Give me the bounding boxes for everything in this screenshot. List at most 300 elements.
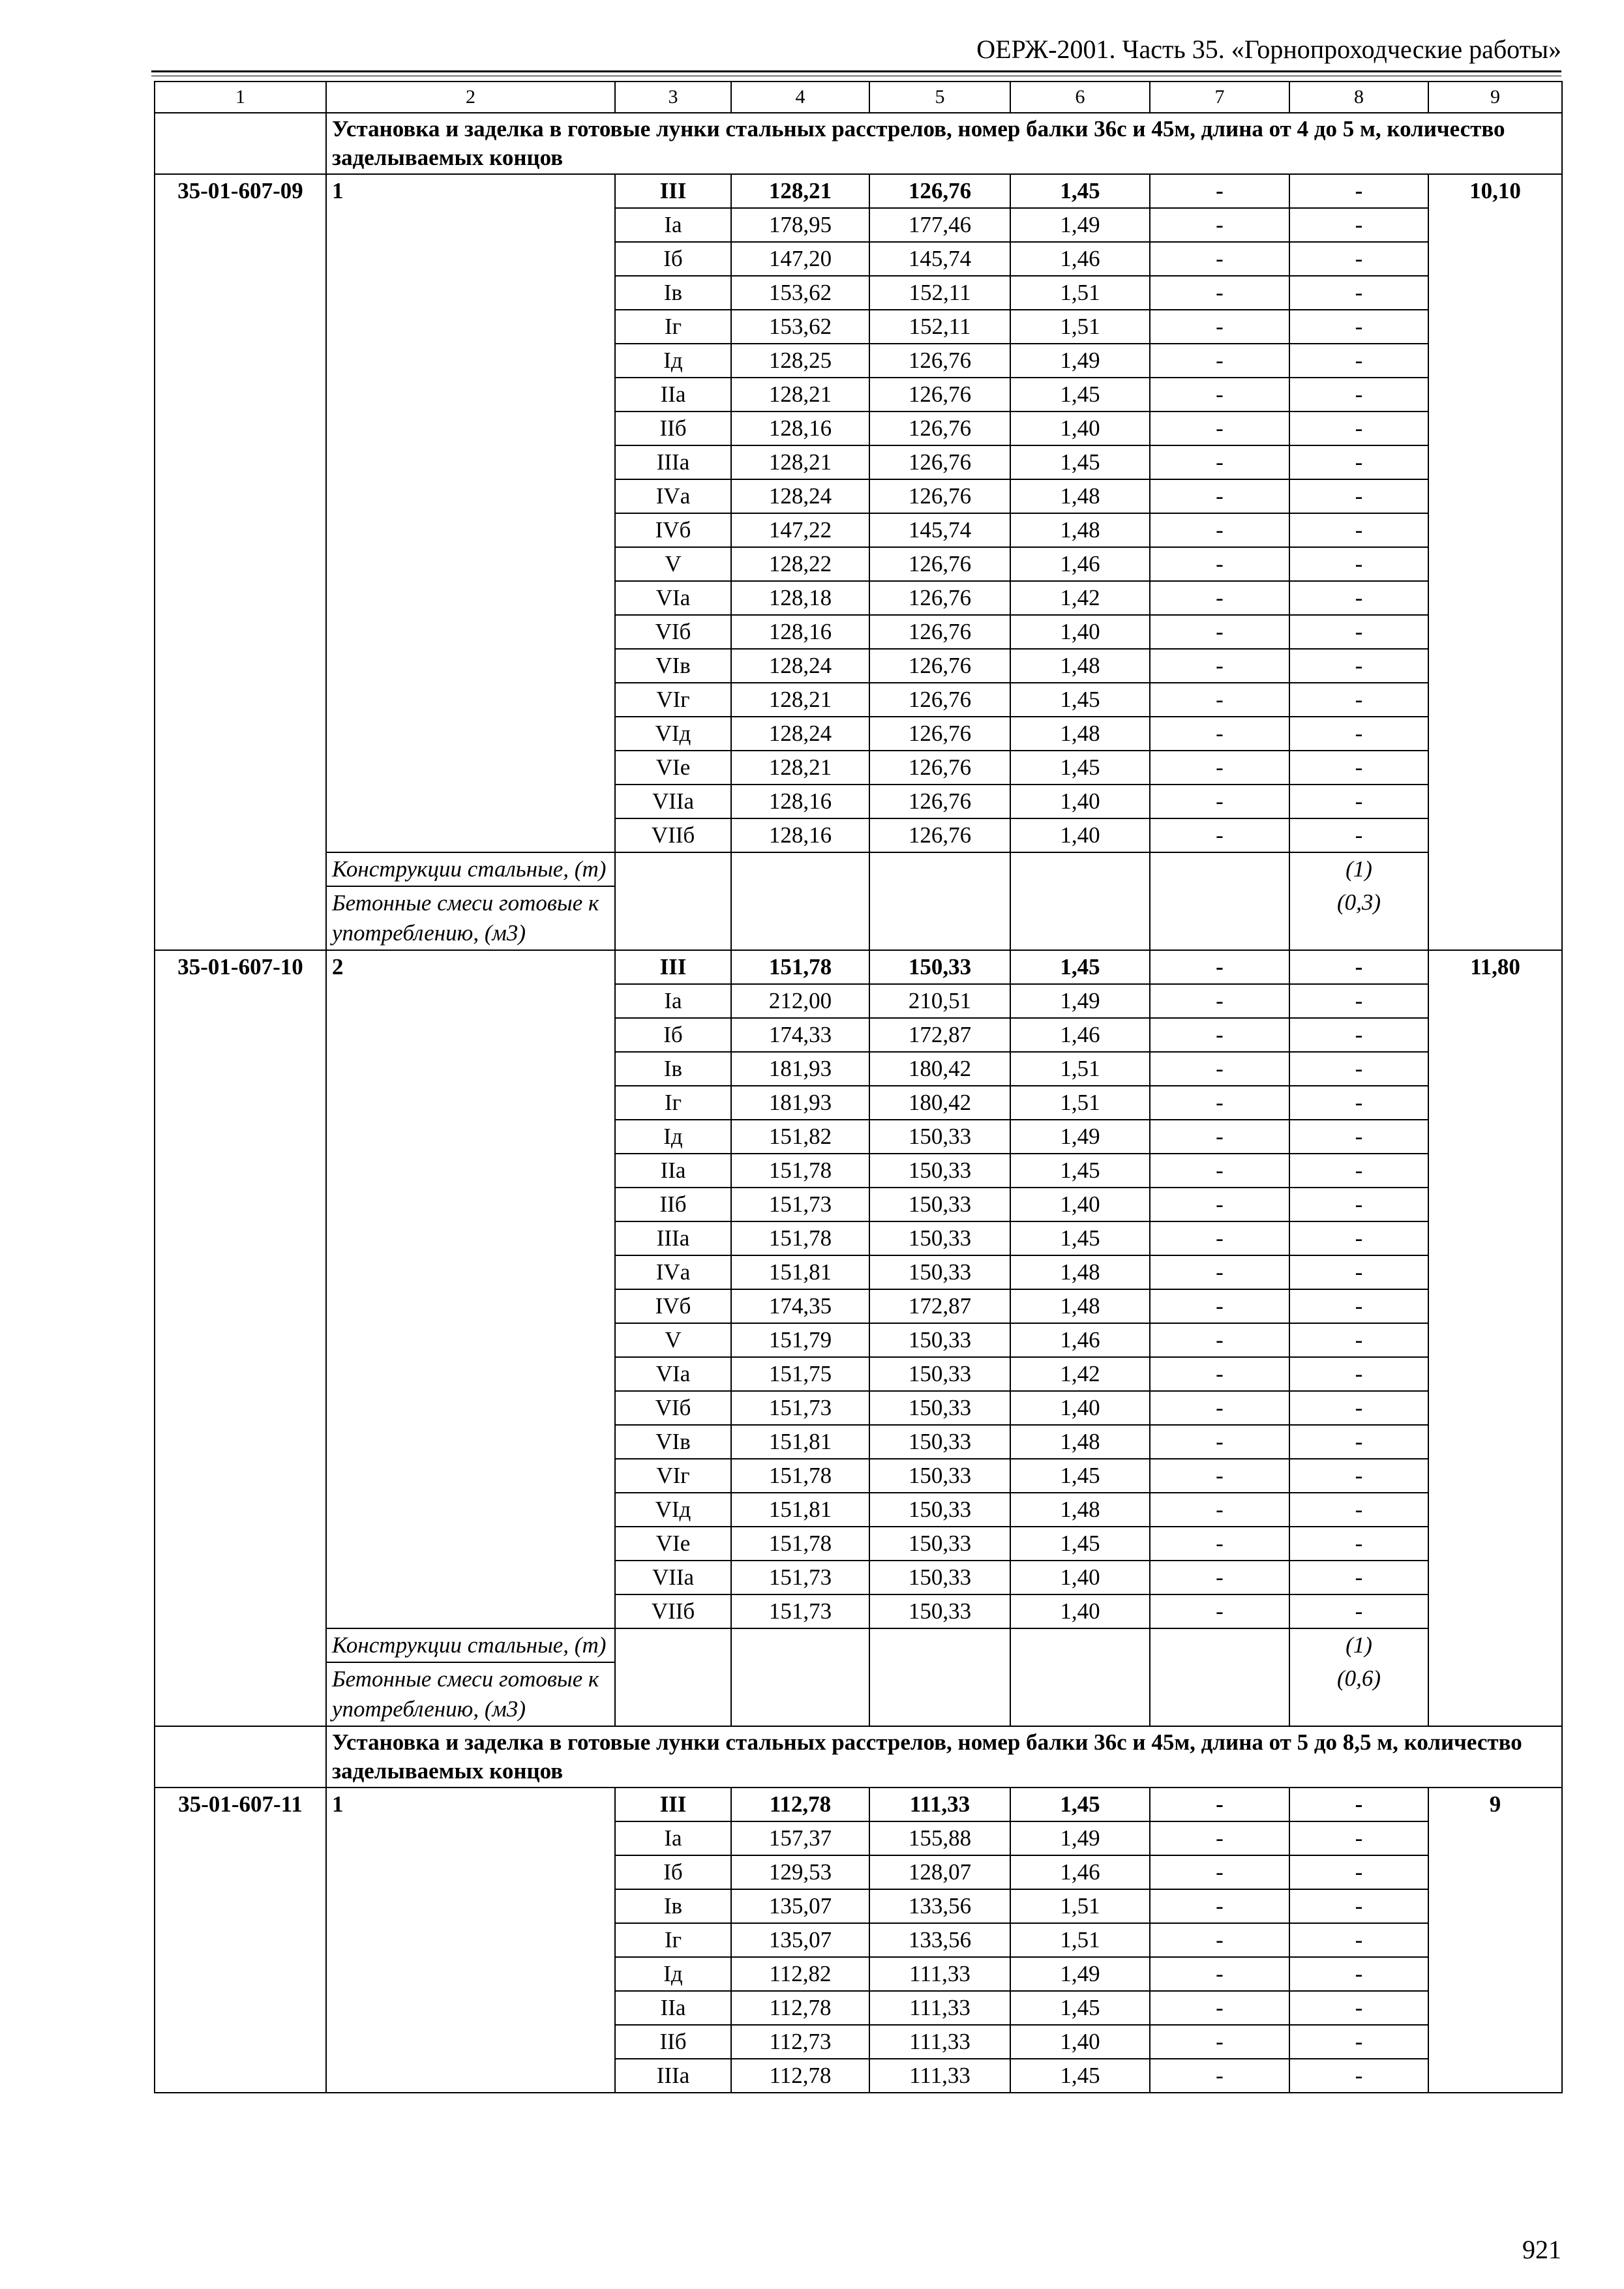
col7-value: - [1150, 683, 1289, 717]
col4-value: 151,78 [731, 1154, 869, 1188]
col6-value: 1,45 [1010, 1527, 1150, 1561]
col5-value: 150,33 [869, 1391, 1010, 1425]
col7-value: - [1150, 1120, 1289, 1154]
col8-value: - [1289, 818, 1428, 852]
col8-value: - [1289, 1120, 1428, 1154]
col4-value: 135,07 [731, 1889, 869, 1923]
col8-value: - [1289, 208, 1428, 242]
col6-value: 1,48 [1010, 1289, 1150, 1323]
material-name: Конструкции стальные, (т) [326, 852, 615, 886]
col8-value: - [1289, 1255, 1428, 1289]
col4-value: 129,53 [731, 1855, 869, 1889]
col7-value: - [1150, 1991, 1289, 2025]
col5-value: 150,33 [869, 1459, 1010, 1493]
col7-value: - [1150, 615, 1289, 649]
column-number: 3 [615, 82, 731, 113]
category: V [615, 1323, 731, 1357]
material-row [155, 886, 1562, 950]
category: Iб [615, 1855, 731, 1889]
col7-value: - [1150, 1052, 1289, 1086]
col5-value: 126,76 [869, 818, 1010, 852]
col6-value: 1,46 [1010, 242, 1150, 276]
col5-value: 180,42 [869, 1052, 1010, 1086]
col4-value: 112,73 [731, 2025, 869, 2059]
col5-value: 150,33 [869, 1255, 1010, 1289]
category: VIг [615, 1459, 731, 1493]
col7-value: - [1150, 1221, 1289, 1255]
col8-value: - [1289, 1221, 1428, 1255]
col7-value: - [1150, 1289, 1289, 1323]
category: III [615, 950, 731, 984]
rate-code: 35-01-607-11 [155, 1788, 326, 2093]
category: Iа [615, 208, 731, 242]
category: VIб [615, 615, 731, 649]
category: III [615, 1788, 731, 1821]
category: IVб [615, 1289, 731, 1323]
col8-value: - [1289, 615, 1428, 649]
material-empty-cell [731, 1628, 869, 1662]
col7-value: - [1150, 1493, 1289, 1527]
category: VIв [615, 1425, 731, 1459]
col6-value: 1,45 [1010, 683, 1150, 717]
col7-value: - [1150, 276, 1289, 310]
col6-value: 1,48 [1010, 649, 1150, 683]
col5-value: 150,33 [869, 1493, 1010, 1527]
material-name: Бетонные смеси готовые к употреблению, (м3) [326, 1662, 615, 1726]
col7-value: - [1150, 1391, 1289, 1425]
col6-value: 1,48 [1010, 1425, 1150, 1459]
col8-value: - [1289, 174, 1428, 208]
col6-value: 1,45 [1010, 378, 1150, 411]
material-row [155, 852, 1562, 886]
col5-value: 111,33 [869, 1991, 1010, 2025]
col6-value: 1,51 [1010, 1052, 1150, 1086]
col7-value: - [1150, 2025, 1289, 2059]
col4-value: 174,33 [731, 1018, 869, 1052]
col6-value: 1,45 [1010, 2059, 1150, 2093]
material-empty-cell [1010, 852, 1150, 886]
col6-value: 1,49 [1010, 1957, 1150, 1991]
col8-value: - [1289, 445, 1428, 479]
category: Iг [615, 310, 731, 344]
col4-value: 128,21 [731, 445, 869, 479]
col5-value: 126,76 [869, 683, 1010, 717]
col4-value: 147,22 [731, 513, 869, 547]
col5-value: 145,74 [869, 242, 1010, 276]
col7-value: - [1150, 1594, 1289, 1628]
col5-value: 150,33 [869, 950, 1010, 984]
col5-value: 210,51 [869, 984, 1010, 1018]
col5-value: 172,87 [869, 1289, 1010, 1323]
col8-value: - [1289, 581, 1428, 615]
col8-value: - [1289, 1289, 1428, 1323]
col5-value: 133,56 [869, 1889, 1010, 1923]
col5-value: 126,76 [869, 581, 1010, 615]
col4-value: 181,93 [731, 1086, 869, 1120]
col5-value: 126,76 [869, 547, 1010, 581]
col4-value: 151,78 [731, 950, 869, 984]
col5-value: 133,56 [869, 1923, 1010, 1957]
column-number: 1 [155, 82, 326, 113]
category: Iв [615, 276, 731, 310]
col7-value: - [1150, 242, 1289, 276]
total-value: 9 [1428, 1788, 1562, 2093]
col4-value: 128,25 [731, 344, 869, 378]
category: IIб [615, 1188, 731, 1221]
col7-value: - [1150, 649, 1289, 683]
col4-value: 128,24 [731, 479, 869, 513]
col7-value: - [1150, 2059, 1289, 2093]
col7-value: - [1150, 751, 1289, 785]
material-empty-cell [1150, 1628, 1289, 1662]
col7-value: - [1150, 717, 1289, 751]
col6-value: 1,48 [1010, 1493, 1150, 1527]
col4-value: 151,81 [731, 1493, 869, 1527]
col4-value: 157,37 [731, 1821, 869, 1855]
col4-value: 153,62 [731, 310, 869, 344]
col7-value: - [1150, 1561, 1289, 1594]
col7-value: - [1150, 950, 1289, 984]
col7-value: - [1150, 1018, 1289, 1052]
category: Iа [615, 1821, 731, 1855]
col6-value: 1,51 [1010, 310, 1150, 344]
section-title-spacer [155, 1726, 326, 1788]
col7-value: - [1150, 785, 1289, 818]
category: IIIа [615, 2059, 731, 2093]
column-number: 5 [869, 82, 1010, 113]
col7-value: - [1150, 1855, 1289, 1889]
col8-value: - [1289, 547, 1428, 581]
col5-value: 150,33 [869, 1120, 1010, 1154]
col7-value: - [1150, 1188, 1289, 1221]
material-quantity: (0,3) [1289, 886, 1428, 950]
page-number: 921 [1522, 2235, 1561, 2264]
col4-value: 147,20 [731, 242, 869, 276]
col7-value: - [1150, 1923, 1289, 1957]
category: VIIб [615, 818, 731, 852]
category: Iв [615, 1052, 731, 1086]
material-empty-cell [869, 886, 1010, 950]
col6-value: 1,51 [1010, 1889, 1150, 1923]
col6-value: 1,40 [1010, 411, 1150, 445]
col6-value: 1,48 [1010, 717, 1150, 751]
col8-value: - [1289, 1391, 1428, 1425]
material-row [155, 1662, 1562, 1726]
col8-value: - [1289, 344, 1428, 378]
category: V [615, 547, 731, 581]
col4-value: 178,95 [731, 208, 869, 242]
material-empty-cell [615, 852, 731, 886]
rates-table [154, 81, 1563, 2093]
col6-value: 1,49 [1010, 1821, 1150, 1855]
material-empty-cell [731, 1662, 869, 1726]
material-empty-cell [1150, 852, 1289, 886]
col6-value: 1,45 [1010, 174, 1150, 208]
category: VIв [615, 649, 731, 683]
section-title: Установка и заделка в готовые лунки стальных расстрелов, номер балки 36с и 45м, длина от 4 до 5 м, количество заделываемых концов [326, 113, 1562, 174]
material-empty-cell [1150, 1662, 1289, 1726]
col4-value: 151,81 [731, 1255, 869, 1289]
col6-value: 1,46 [1010, 1855, 1150, 1889]
col5-value: 150,33 [869, 1357, 1010, 1391]
col7-value: - [1150, 547, 1289, 581]
column-number: 2 [326, 82, 615, 113]
col5-value: 150,33 [869, 1221, 1010, 1255]
col6-value: 1,40 [1010, 1594, 1150, 1628]
col4-value: 128,21 [731, 751, 869, 785]
col8-value: - [1289, 378, 1428, 411]
col5-value: 126,76 [869, 751, 1010, 785]
section-title-row [155, 113, 1562, 174]
material-quantity: (0,6) [1289, 1662, 1428, 1726]
col4-value: 181,93 [731, 1052, 869, 1086]
col6-value: 1,49 [1010, 984, 1150, 1018]
column-number-row [155, 82, 1562, 113]
col8-value: - [1289, 1889, 1428, 1923]
category: Iд [615, 1120, 731, 1154]
col5-value: 150,33 [869, 1188, 1010, 1221]
material-name: Конструкции стальные, (т) [326, 1628, 615, 1662]
col5-value: 111,33 [869, 2059, 1010, 2093]
material-empty-cell [869, 852, 1010, 886]
category: VIа [615, 1357, 731, 1391]
col5-value: 126,76 [869, 649, 1010, 683]
category: VIг [615, 683, 731, 717]
category: IVа [615, 479, 731, 513]
col8-value: - [1289, 479, 1428, 513]
page-header-title: ОЕРЖ-2001. Часть 35. «Горнопроходческие работы» [976, 35, 1561, 64]
col4-value: 151,73 [731, 1594, 869, 1628]
col7-value: - [1150, 1323, 1289, 1357]
col5-value: 126,76 [869, 717, 1010, 751]
col6-value: 1,40 [1010, 1188, 1150, 1221]
col7-value: - [1150, 1889, 1289, 1923]
col8-value: - [1289, 411, 1428, 445]
col7-value: - [1150, 1357, 1289, 1391]
col6-value: 1,45 [1010, 751, 1150, 785]
total-value: 11,80 [1428, 950, 1562, 1726]
col6-value: 1,45 [1010, 1991, 1150, 2025]
col5-value: 126,76 [869, 615, 1010, 649]
col4-value: 128,18 [731, 581, 869, 615]
col6-value: 1,42 [1010, 581, 1150, 615]
col7-value: - [1150, 1788, 1289, 1821]
col8-value: - [1289, 683, 1428, 717]
col4-value: 151,78 [731, 1527, 869, 1561]
category: Iб [615, 1018, 731, 1052]
category: Iб [615, 242, 731, 276]
col6-value: 1,49 [1010, 344, 1150, 378]
col8-value: - [1289, 1052, 1428, 1086]
col8-value: - [1289, 1188, 1428, 1221]
col5-value: 111,33 [869, 1788, 1010, 1821]
table-row [155, 174, 1562, 208]
material-row [155, 1628, 1562, 1662]
material-empty-cell [615, 1628, 731, 1662]
col5-value: 150,33 [869, 1323, 1010, 1357]
col5-value: 150,33 [869, 1561, 1010, 1594]
col4-value: 128,21 [731, 378, 869, 411]
table-row [155, 950, 1562, 984]
col7-value: - [1150, 1255, 1289, 1289]
col6-value: 1,46 [1010, 1323, 1150, 1357]
col4-value: 128,16 [731, 818, 869, 852]
category: IVб [615, 513, 731, 547]
section-title-spacer [155, 113, 326, 174]
rate-code: 35-01-607-09 [155, 174, 326, 950]
col6-value: 1,40 [1010, 2025, 1150, 2059]
col8-value: - [1289, 649, 1428, 683]
header-rule [151, 70, 1561, 72]
col7-value: - [1150, 479, 1289, 513]
material-name: Бетонные смеси готовые к употреблению, (м3) [326, 886, 615, 950]
material-quantity: (1) [1289, 852, 1428, 886]
column-number: 7 [1150, 82, 1289, 113]
col7-value: - [1150, 445, 1289, 479]
category: VIд [615, 717, 731, 751]
section-title: Установка и заделка в готовые лунки стальных расстрелов, номер балки 36с и 45м, длина от 5 до 8,5 м, количество заделываемых концов [326, 1726, 1562, 1788]
column-number: 6 [1010, 82, 1150, 113]
col7-value: - [1150, 1821, 1289, 1855]
category: Iг [615, 1086, 731, 1120]
col4-value: 153,62 [731, 276, 869, 310]
col6-value: 1,45 [1010, 1788, 1150, 1821]
material-empty-cell [1010, 886, 1150, 950]
material-empty-cell [869, 1662, 1010, 1726]
col7-value: - [1150, 1459, 1289, 1493]
material-empty-cell [869, 1628, 1010, 1662]
col4-value: 174,35 [731, 1289, 869, 1323]
category: Iа [615, 984, 731, 1018]
col4-value: 128,21 [731, 683, 869, 717]
column-number: 9 [1428, 82, 1562, 113]
col8-value: - [1289, 1018, 1428, 1052]
col5-value: 126,76 [869, 411, 1010, 445]
col4-value: 151,73 [731, 1188, 869, 1221]
col8-value: - [1289, 1425, 1428, 1459]
col8-value: - [1289, 1788, 1428, 1821]
col8-value: - [1289, 1855, 1428, 1889]
material-quantity: (1) [1289, 1628, 1428, 1662]
col8-value: - [1289, 310, 1428, 344]
col8-value: - [1289, 785, 1428, 818]
col6-value: 1,40 [1010, 785, 1150, 818]
col7-value: - [1150, 1154, 1289, 1188]
category: VIе [615, 1527, 731, 1561]
col6-value: 1,45 [1010, 1459, 1150, 1493]
col5-value: 126,76 [869, 479, 1010, 513]
col6-value: 1,51 [1010, 1923, 1150, 1957]
col4-value: 151,75 [731, 1357, 869, 1391]
col6-value: 1,40 [1010, 615, 1150, 649]
col7-value: - [1150, 581, 1289, 615]
col7-value: - [1150, 344, 1289, 378]
col6-value: 1,40 [1010, 1561, 1150, 1594]
col5-value: 155,88 [869, 1821, 1010, 1855]
col5-value: 180,42 [869, 1086, 1010, 1120]
col8-value: - [1289, 1323, 1428, 1357]
col8-value: - [1289, 1357, 1428, 1391]
col6-value: 1,51 [1010, 276, 1150, 310]
col5-value: 126,76 [869, 378, 1010, 411]
rate-name: 1 [326, 1788, 615, 2093]
col4-value: 128,21 [731, 174, 869, 208]
col6-value: 1,40 [1010, 1391, 1150, 1425]
col8-value: - [1289, 984, 1428, 1018]
col4-value: 128,24 [731, 717, 869, 751]
category: VIIа [615, 785, 731, 818]
col8-value: - [1289, 1527, 1428, 1561]
col6-value: 1,46 [1010, 547, 1150, 581]
material-empty-cell [615, 886, 731, 950]
col4-value: 151,78 [731, 1459, 869, 1493]
col7-value: - [1150, 513, 1289, 547]
category: Iв [615, 1889, 731, 1923]
col8-value: - [1289, 717, 1428, 751]
column-number: 8 [1289, 82, 1428, 113]
col5-value: 150,33 [869, 1527, 1010, 1561]
col7-value: - [1150, 1086, 1289, 1120]
col5-value: 111,33 [869, 2025, 1010, 2059]
col6-value: 1,40 [1010, 818, 1150, 852]
col8-value: - [1289, 2059, 1428, 2093]
col6-value: 1,45 [1010, 1154, 1150, 1188]
col4-value: 112,78 [731, 1788, 869, 1821]
col6-value: 1,45 [1010, 1221, 1150, 1255]
col4-value: 128,16 [731, 615, 869, 649]
col7-value: - [1150, 1425, 1289, 1459]
col4-value: 128,16 [731, 411, 869, 445]
category: IIа [615, 1991, 731, 2025]
category: IIIа [615, 1221, 731, 1255]
col7-value: - [1150, 818, 1289, 852]
col4-value: 128,22 [731, 547, 869, 581]
col7-value: - [1150, 411, 1289, 445]
col5-value: 152,11 [869, 310, 1010, 344]
col5-value: 145,74 [869, 513, 1010, 547]
col4-value: 128,24 [731, 649, 869, 683]
col5-value: 150,33 [869, 1154, 1010, 1188]
material-empty-cell [615, 1662, 731, 1726]
col8-value: - [1289, 276, 1428, 310]
col5-value: 152,11 [869, 276, 1010, 310]
category: IIб [615, 2025, 731, 2059]
col6-value: 1,42 [1010, 1357, 1150, 1391]
section-title-row [155, 1726, 1562, 1788]
col4-value: 135,07 [731, 1923, 869, 1957]
col7-value: - [1150, 378, 1289, 411]
col4-value: 212,00 [731, 984, 869, 1018]
col4-value: 112,78 [731, 2059, 869, 2093]
col8-value: - [1289, 242, 1428, 276]
category: IIа [615, 378, 731, 411]
category: VIе [615, 751, 731, 785]
col4-value: 151,79 [731, 1323, 869, 1357]
col7-value: - [1150, 208, 1289, 242]
col8-value: - [1289, 1086, 1428, 1120]
category: Iд [615, 344, 731, 378]
col8-value: - [1289, 1459, 1428, 1493]
category: Iг [615, 1923, 731, 1957]
material-empty-cell [731, 886, 869, 950]
material-empty-cell [1010, 1662, 1150, 1726]
col6-value: 1,48 [1010, 1255, 1150, 1289]
rate-name: 2 [326, 950, 615, 1628]
col6-value: 1,49 [1010, 208, 1150, 242]
col6-value: 1,48 [1010, 513, 1150, 547]
category: IIа [615, 1154, 731, 1188]
col5-value: 126,76 [869, 785, 1010, 818]
